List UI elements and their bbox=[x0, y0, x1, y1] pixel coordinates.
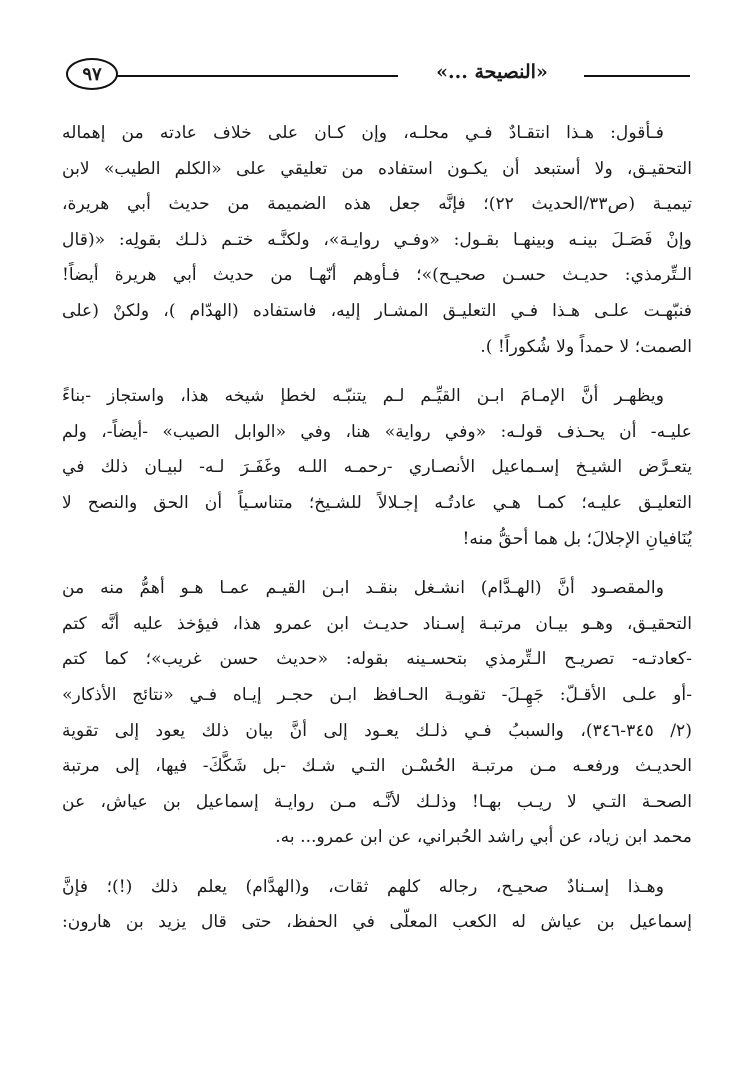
text-line: الصمت؛ لا حمداً ولا شُكوراً! ). bbox=[480, 336, 692, 357]
paragraph-4 bbox=[62, 870, 692, 941]
header-rule-left bbox=[116, 75, 398, 77]
text-line: يُنَافيانِ الإجلالَ؛ بل هما أحقُّ منه! bbox=[462, 528, 692, 549]
text-line: التحقيـق، ولا أستبعد أن يكـون استفاده من تعليقي على «الكلم الطيب» لابن bbox=[62, 158, 692, 179]
text-line: فـأقول: هـذا انتقـادٌ فـي محلـه، وإن كـان على خلاف عادته من إهماله bbox=[62, 123, 664, 143]
running-title: «النصيحة ...» bbox=[436, 61, 548, 83]
text-line: محمد ابن زياد، عن أبي راشد الحُبراني، عن ابن عمرو... به. bbox=[275, 827, 692, 848]
text-line: وإنْ فَصَـلَ بينـه وبينهـا بقـول: «وفـي روايـة»، ولكنَّـه ختـم ذلـك بقولِه: «(قال bbox=[62, 229, 692, 250]
text-line: (٢/ ٣٤٥-٣٤٦)، والسببُ فـي ذلـك يعـود إلى أنَّ بيان ذلك يعود إلى تقوية bbox=[62, 720, 692, 741]
text-line: والمقصـود أنَّ (الهـدَّام) انشـغل بنقـد ابـن القيـم عمـا هـو أهمُّ منه من bbox=[62, 578, 664, 599]
text-line: الـتِّرمذي: حديـث حسـن صحيـح)»؛ فـأوهم أنّهـا من حديث أبي هريرة أيضاً! bbox=[62, 265, 692, 286]
text-line: وهـذا إسـنادٌ صحيـح، رجاله كلهم ثقات، و(الهدَّام) يعلم ذلك (!)؛ فإنَّ bbox=[62, 876, 664, 897]
text-line: -أو علـى الأقـلّ: جَهِـلَ- تقويـة الحـافظ ابـن حجـر إيـاه فـي «نتائج الأذكار» bbox=[62, 684, 692, 705]
text-line: تيميـة (ص٣٣/الحديث ٢٢)؛ فإنَّه جعل هذه الضميمة من حديث أبي هريرة، bbox=[62, 194, 692, 215]
paragraph-1 bbox=[62, 116, 692, 365]
text-line: فنبّهـت علـى هـذا فـي التعليـق المشـار إليه، فاستفاده (الهدّام )، ولكنْ (على bbox=[62, 300, 692, 321]
text-line: التعليـق عليـه؛ كمـا هـي عادتُـه إجـلالاً للشـيخ؛ متناسـياً أن الحق والنصح لا bbox=[62, 492, 692, 513]
text-line: ويظهـر أنَّ الإمـامَ ابـن القيِّـم لـم يتنبّـه لخطإ شيخه هذا، واستجاز -بناءً bbox=[62, 386, 664, 407]
page-number-badge bbox=[66, 58, 118, 90]
running-header bbox=[66, 56, 690, 96]
text-line: الصحـة التـي لا ريـب بهـا! وذلـك لأنَّـه مـن روايـة إسماعيل بن عياش، عن bbox=[62, 791, 692, 812]
text-line: الحديـث ورفعـه مـن مرتبـة الحُسْـن التـي شـك -بل شَكَّكَ- فيها، إلى مرتبة bbox=[62, 756, 692, 777]
text-line: التحقيـق، وهـو بيـان مرتبـة إسـناد حديـث ابن عمرو هذا، فيؤخذ عليه أنَّه كتم bbox=[62, 613, 692, 634]
page-number: ٩٧ bbox=[82, 63, 102, 85]
text-line: يتعـرَّض الشيـخ إسـماعيل الأنصـاري -رحمـه اللـه وغَفَـرَ لـه- لبيـان ذلك في bbox=[62, 457, 692, 478]
paragraph-3 bbox=[62, 571, 692, 856]
header-rule-right bbox=[584, 75, 690, 77]
text-line: -كعادتـه- تصريـح الـتِّرمذي بتحسـينه بقوله: «حديث حسن غريب»؛ كما كتم bbox=[62, 649, 692, 670]
text-line: إسماعيل بن عياش له الكعب المعلّى في الحفظ، حتى قال يزيد بن هارون: bbox=[62, 912, 692, 933]
paragraph-2 bbox=[62, 379, 692, 557]
body-text bbox=[62, 116, 692, 941]
text-line: عليـه- أن يحـذف قولـه: «وفي رواية» هنا، وفي «الوابل الصيب» -أيضاً-، ولم bbox=[62, 421, 692, 442]
